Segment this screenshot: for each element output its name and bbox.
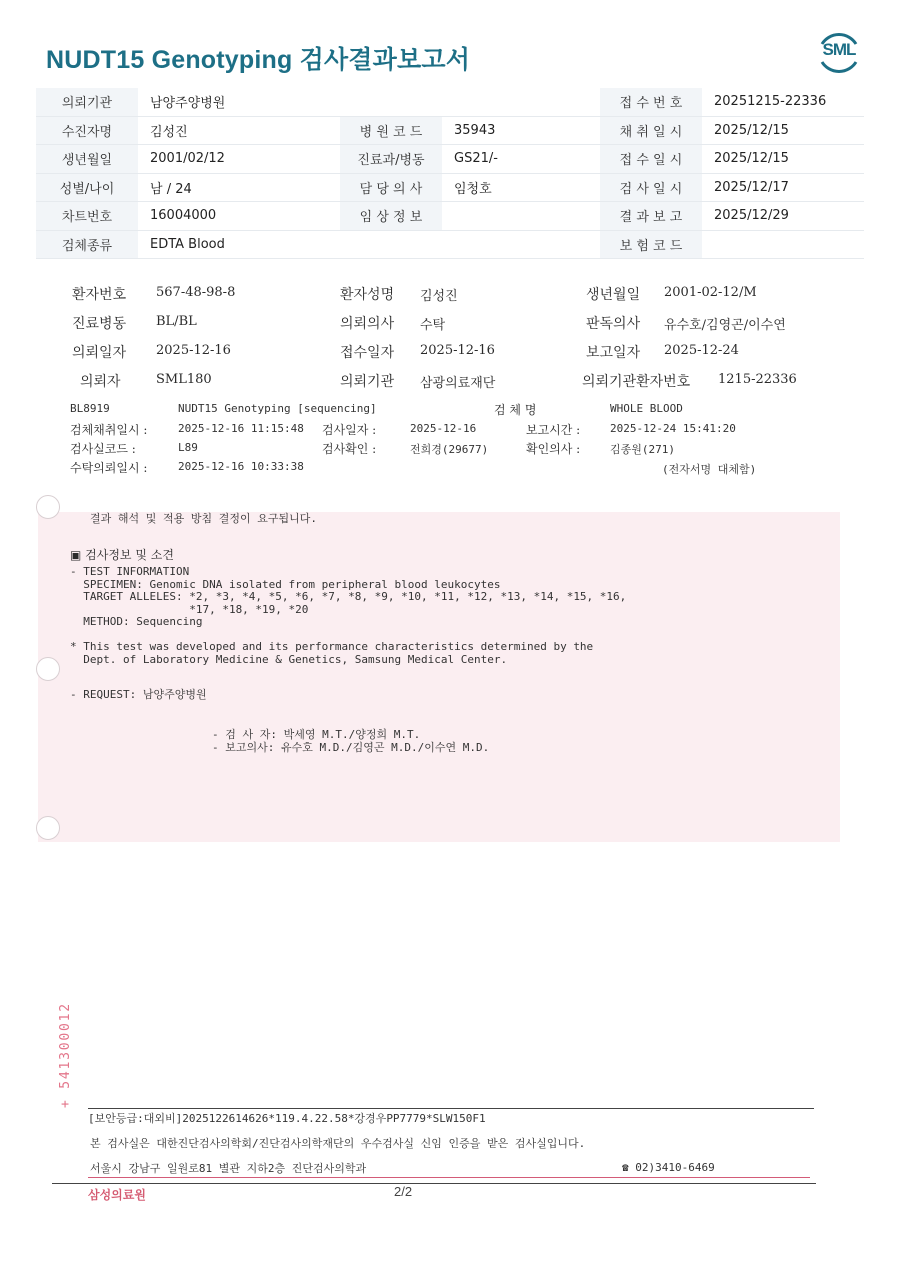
header-label: 성별/나이 xyxy=(36,173,138,202)
header-value: 2025/12/17 xyxy=(702,173,864,202)
patient-label: 진료병동 xyxy=(72,316,127,332)
testdate-label: 검사일자 : xyxy=(322,423,377,437)
section-heading: ▣ 검사정보 및 소견 xyxy=(70,548,174,562)
logo-text: SML xyxy=(822,40,856,59)
header-label: 의뢰기관 xyxy=(36,88,138,116)
patient-label: 생년월일 xyxy=(586,287,641,303)
header-label: 접 수 번 호 xyxy=(600,88,702,116)
report-doctor: - 보고의사: 유수호 M.D./김영곤 M.D./이수연 M.D. xyxy=(212,741,490,754)
request-label: 수탁의뢰일시 : xyxy=(70,461,148,475)
request-value: 2025-12-16 10:33:38 xyxy=(178,460,304,473)
header-value: 2025/12/29 xyxy=(702,202,864,231)
confirm-label: 검사확인 : xyxy=(322,442,377,456)
header-value: 남 / 24 xyxy=(138,173,340,202)
patient-value: 유수호/김영곤/이수연 xyxy=(664,318,786,333)
specimen-label: 검 체 명 xyxy=(494,403,537,417)
doctor-label: 확인의사 : xyxy=(526,442,581,456)
address-line: 서울시 강남구 일원로81 별관 지하2층 진단검사의학과 xyxy=(90,1162,367,1175)
patient-value: 2025-12-24 xyxy=(664,343,739,358)
punch-hole xyxy=(36,657,60,681)
header-value xyxy=(442,230,600,259)
header-label: 생년월일 xyxy=(36,145,138,174)
cert-line: 본 검사실은 대한진단검사의학회/진단검사의학재단의 우수검사실 신임 인증을 받은 검사실입니다. xyxy=(90,1137,586,1150)
patient-value: 2025-12-16 xyxy=(156,343,231,358)
security-line: [보안등급:대외비]2025122614626*119.4.22.58*강경우PP7779*SLW150F1 xyxy=(88,1112,486,1125)
page-number: 2/2 xyxy=(394,1184,413,1199)
header-label: 차트번호 xyxy=(36,202,138,231)
side-number: + 541300012 xyxy=(58,1002,73,1108)
patient-label: 의뢰일자 xyxy=(72,345,127,361)
test-name: NUDT15 Genotyping [sequencing] xyxy=(178,402,377,415)
header-label: 진료과/병동 xyxy=(340,145,442,174)
header-row xyxy=(36,116,864,145)
header-value: 김성진 xyxy=(138,116,340,145)
header-label: 결 과 보 고 xyxy=(600,202,702,231)
report-request: - REQUEST: 남양주양병원 xyxy=(70,688,207,701)
header-value: 임청호 xyxy=(442,173,600,202)
patient-label: 보고일자 xyxy=(586,345,641,361)
report-intro: 결과 해석 및 적용 방침 결정이 요구됩니다. xyxy=(90,512,317,525)
doctor-value: 김종원(271) xyxy=(610,443,675,456)
confirm-value: 전희경(29677) xyxy=(410,443,489,456)
reporttime-label: 보고시간 : xyxy=(526,423,581,437)
header-value: GS21/- xyxy=(442,145,600,174)
esign-note: (전자서명 대체함) xyxy=(662,463,757,476)
report-tester: - 검 사 자: 박세영 M.T./양정희 M.T. xyxy=(212,728,421,741)
lab-label: 검사실코드 : xyxy=(70,442,136,456)
header-row xyxy=(36,88,864,116)
sml-logo xyxy=(816,30,862,76)
patient-value: 2025-12-16 xyxy=(420,343,495,358)
header-row xyxy=(36,230,864,259)
header-label: 병 원 코 드 xyxy=(340,116,442,145)
lab-value: L89 xyxy=(178,441,198,454)
report-body: - TEST INFORMATION SPECIMEN: Genomic DNA isolated from peripheral blood leukocytes TARGET ALLELES: *2, *3, *4, *5, *6, *7, *8, *9, *10, *11, *12, *13, *14, *15, *16, *17, *18, *19, *20 METHOD: Sequencing * This test was developed and its performance characteristics determined by the Dept. of Laboratory Medicine & Genetics, Samsung Medical Center. xyxy=(70,565,627,666)
header-label: 보 험 코 드 xyxy=(600,230,702,259)
patient-value: 567-48-98-8 xyxy=(156,285,236,300)
header-label: 접 수 일 시 xyxy=(600,145,702,174)
testdate-value: 2025-12-16 xyxy=(410,422,477,435)
footer-pink-line xyxy=(88,1177,810,1178)
header-value: 남양주양병원 xyxy=(138,88,340,116)
phone-line: ☎ 02)3410-6469 xyxy=(622,1161,715,1174)
report-title: NUDT15 Genotyping 검사결과보고서 xyxy=(46,46,471,74)
patient-label: 판독의사 xyxy=(586,316,641,332)
header-info-table xyxy=(36,88,864,259)
header-row xyxy=(36,202,864,231)
footer-divider-top xyxy=(88,1108,814,1109)
header-value: 2025/12/15 xyxy=(702,116,864,145)
patient-label: 환자성명 xyxy=(340,287,395,303)
header-value: 35943 xyxy=(442,116,600,145)
header-row xyxy=(36,145,864,174)
patient-label: 환자번호 xyxy=(72,287,127,303)
header-label: 수진자명 xyxy=(36,116,138,145)
header-row xyxy=(36,173,864,202)
patient-value: 1215-22336 xyxy=(718,372,797,387)
patient-label: 의뢰의사 xyxy=(340,316,395,332)
collect-label: 검체채취일시 : xyxy=(70,423,148,437)
patient-value: 김성진 xyxy=(420,289,458,304)
collect-value: 2025-12-16 11:15:48 xyxy=(178,422,304,435)
patient-label: 의뢰기관환자번호 xyxy=(582,374,691,390)
header-label: 채 취 일 시 xyxy=(600,116,702,145)
header-label: 담 당 의 사 xyxy=(340,173,442,202)
patient-value: BL/BL xyxy=(156,314,197,329)
header-value: 2001/02/12 xyxy=(138,145,340,174)
punch-hole xyxy=(36,495,60,519)
header-value: 2025/12/15 xyxy=(702,145,864,174)
header-label: 검체종류 xyxy=(36,230,138,259)
footer-divider-bottom xyxy=(52,1183,816,1184)
header-value xyxy=(442,202,600,231)
test-code: BL8919 xyxy=(70,402,110,415)
header-value: 16004000 xyxy=(138,202,340,231)
header-value xyxy=(702,230,864,259)
header-label xyxy=(340,230,442,259)
patient-value: 삼광의료재단 xyxy=(420,376,496,391)
header-value xyxy=(442,88,600,116)
patient-value: 2001-02-12/M xyxy=(664,285,757,300)
specimen-value: WHOLE BLOOD xyxy=(610,402,683,415)
patient-value: 수탁 xyxy=(420,318,446,333)
hospital-name: 삼성의료원 xyxy=(88,1188,146,1202)
header-value: EDTA Blood xyxy=(138,230,340,259)
header-label xyxy=(340,88,442,116)
punch-hole xyxy=(36,816,60,840)
header-value: 20251215-22336 xyxy=(702,88,864,116)
header-label: 검 사 일 시 xyxy=(600,173,702,202)
reporttime-value: 2025-12-24 15:41:20 xyxy=(610,422,736,435)
patient-label: 접수일자 xyxy=(340,345,395,361)
patient-label: 의뢰기관 xyxy=(340,374,395,390)
header-label: 임 상 정 보 xyxy=(340,202,442,231)
patient-value: SML180 xyxy=(156,372,212,387)
patient-label: 의뢰자 xyxy=(80,374,121,390)
